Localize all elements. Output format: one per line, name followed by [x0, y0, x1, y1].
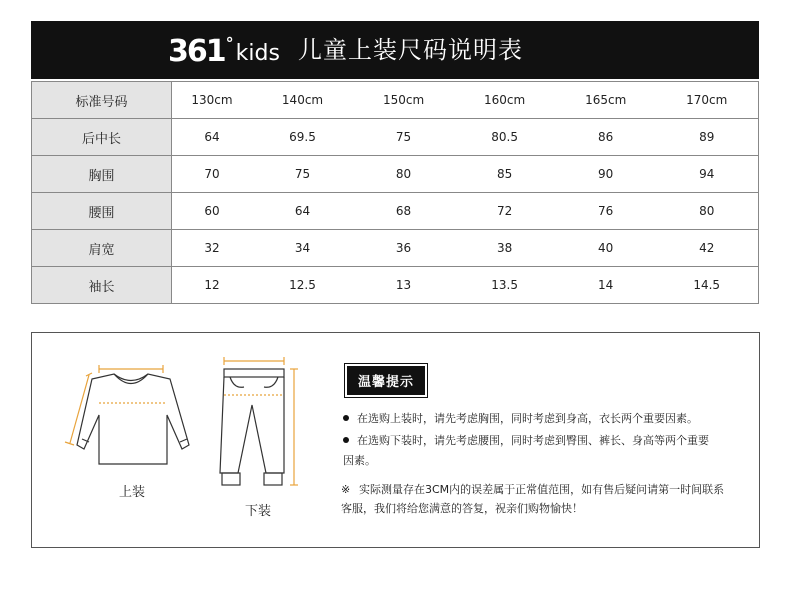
- tip-item: [343, 409, 723, 429]
- table-cell: 160cm: [454, 82, 555, 119]
- bullet-dot-icon: [343, 415, 349, 421]
- table-cell: 94: [656, 156, 757, 193]
- table-cell: 68: [353, 193, 454, 230]
- table-cell-empty: [757, 193, 758, 230]
- table-row: [32, 119, 759, 156]
- table-cell: 150cm: [353, 82, 454, 119]
- table-row: [32, 267, 759, 304]
- note-mark-icon: ※: [341, 483, 351, 496]
- table-cell: 75: [252, 156, 353, 193]
- table-cell: 80.5: [454, 119, 555, 156]
- table-cell: 12: [172, 267, 253, 304]
- header-banner: [31, 21, 759, 79]
- table-cell: 89: [656, 119, 757, 156]
- table-cell: 38: [454, 230, 555, 267]
- table-row: [32, 230, 759, 267]
- table-cell: 85: [454, 156, 555, 193]
- table-row: [32, 193, 759, 230]
- tip-text: 在选购上装时，请先考虑胸围，同时考虑到身高，衣长两个重要因素。: [357, 412, 698, 425]
- table-cell: 34: [252, 230, 353, 267]
- table-cell: 70: [172, 156, 253, 193]
- row-label: 袖长: [32, 267, 172, 304]
- table-cell-empty: [757, 230, 758, 267]
- table-cell-empty: [757, 119, 758, 156]
- table-cell: 80: [656, 193, 757, 230]
- table-cell: 140cm: [252, 82, 353, 119]
- bullet-dot-icon: [343, 437, 349, 443]
- table-cell: 64: [172, 119, 253, 156]
- row-label: 标准号码: [32, 82, 172, 119]
- table-cell: 60: [172, 193, 253, 230]
- pants-caption: 下装: [245, 504, 272, 519]
- logo-kids: kids: [235, 41, 280, 66]
- table-cell: 12.5: [252, 267, 353, 304]
- logo-degree: °: [225, 34, 234, 53]
- table-cell: 75: [353, 119, 454, 156]
- table-cell: 36: [353, 230, 454, 267]
- table-cell: 170cm: [656, 82, 757, 119]
- table-cell: 32: [172, 230, 253, 267]
- table-row: [32, 156, 759, 193]
- tips-title: 温馨提示: [347, 366, 425, 395]
- table-cell: 14.5: [656, 267, 757, 304]
- table-cell-empty: [757, 156, 758, 193]
- tip-item: [343, 431, 713, 471]
- note: [341, 480, 731, 518]
- table-cell: 72: [454, 193, 555, 230]
- row-label: 胸围: [32, 156, 172, 193]
- table-cell: 69.5: [252, 119, 353, 156]
- table-cell: 86: [555, 119, 656, 156]
- table-cell: 76: [555, 193, 656, 230]
- tip-text: 在选购下装时，请先考虑腰围，同时考虑到臀围、裤长、身高等两个重要因素。: [343, 434, 709, 467]
- row-label: 后中长: [32, 119, 172, 156]
- table-cell-empty: [757, 267, 758, 304]
- note-text: 实际测量存在3CM内的误差属于正常值范围，如有售后疑问请第一时间联系客服，我们将给您满意的答复，祝亲们购物愉快！: [341, 483, 725, 515]
- page-title: 儿童上装尺码说明表: [298, 36, 523, 64]
- table-cell: 40: [555, 230, 656, 267]
- table-cell: 13: [353, 267, 454, 304]
- table-cell-empty: [757, 82, 758, 119]
- table-cell: 130cm: [172, 82, 253, 119]
- row-label: 腰围: [32, 193, 172, 230]
- table-cell: 90: [555, 156, 656, 193]
- brand-logo: [168, 29, 280, 69]
- logo-number: 361: [168, 34, 225, 69]
- top-garment-icon: [62, 363, 200, 471]
- size-table: [31, 81, 759, 304]
- table-row: [32, 82, 759, 119]
- table-cell: 165cm: [555, 82, 656, 119]
- pants-icon: [216, 355, 308, 491]
- table-cell: 14: [555, 267, 656, 304]
- table-cell: 80: [353, 156, 454, 193]
- top-caption: 上装: [119, 485, 146, 500]
- table-cell: 64: [252, 193, 353, 230]
- table-cell: 42: [656, 230, 757, 267]
- row-label: 肩宽: [32, 230, 172, 267]
- table-cell: 13.5: [454, 267, 555, 304]
